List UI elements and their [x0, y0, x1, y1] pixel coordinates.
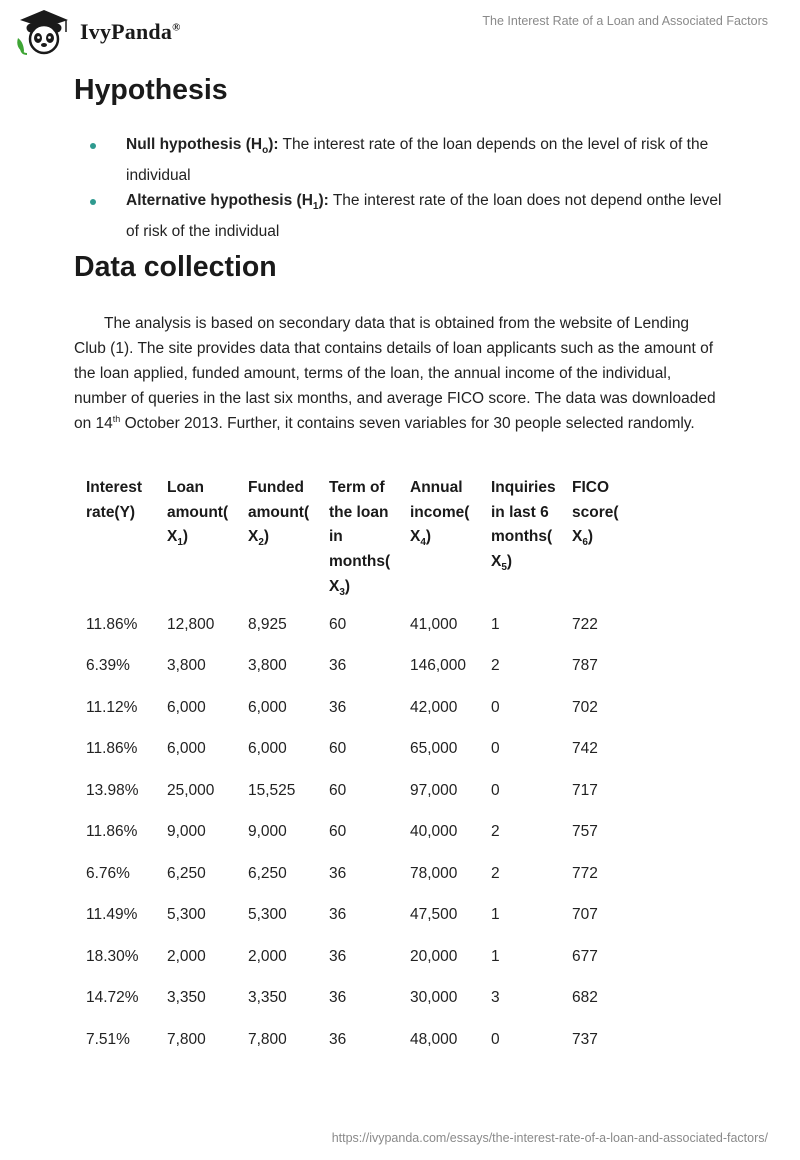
table-cell: 36: [329, 906, 347, 924]
table-row: [74, 1021, 641, 1063]
table-cell: 8,925: [248, 615, 287, 633]
table-cell: 41,000: [410, 615, 458, 633]
hypothesis-label: Alternative hypothesis $(H_1)$:: [126, 192, 329, 213]
table-cell: 2,000: [167, 947, 206, 965]
table-cell: 36: [329, 698, 347, 716]
table-row: [74, 772, 641, 814]
table-cell: 42,000: [410, 698, 458, 716]
data-collection-paragraph: The analysis is based on secondary data that is obtained from the website of Lending Club (1). The site provides data that contains details of loan applicants such as the amount of the loan applied, funded amount, terms of the loan, the annual income of the individual, number of queries in the last six months, and average FICO score. The data was downloaded on 14th October 2013. Further, it contains seven variables for 30 people selected randomly.: [74, 315, 716, 432]
column-header: FICO score( $X_6$): [572, 479, 619, 549]
table-cell: 30,000: [410, 989, 458, 1007]
table-cell: 11.86%: [86, 823, 138, 841]
table-row: [74, 813, 641, 855]
footer-url[interactable]: https://ivypanda.com/essays/the-interest-rate-of-a-loan-and-associated-factors/: [331, 1131, 768, 1145]
table-cell: 47,500: [410, 906, 458, 924]
table-cell: 6,000: [167, 740, 206, 758]
column-header: Annual income( $X_4$): [410, 479, 470, 549]
table-cell: 7,800: [248, 1030, 287, 1048]
table-cell: 60: [329, 823, 347, 841]
table-cell: 702: [572, 698, 598, 716]
column-header: Inquiries in last 6 months( $X_5$): [491, 479, 556, 574]
table-cell: 757: [572, 823, 598, 841]
table-cell: 48,000: [410, 1030, 458, 1048]
table-cell: 717: [572, 781, 598, 799]
table-cell: 742: [572, 740, 598, 758]
table-cell: 12,800: [167, 615, 215, 633]
table-cell: 36: [329, 864, 347, 882]
table-cell: 3,800: [167, 657, 206, 675]
table-cell: 3,800: [248, 657, 287, 675]
bullet-dot-icon: [90, 143, 96, 149]
table-cell: 722: [572, 615, 598, 633]
table-cell: 0: [491, 1030, 500, 1048]
table-cell: 2: [491, 657, 500, 675]
column-header: Interest rate(Y): [86, 479, 142, 521]
table-cell: 11.86%: [86, 615, 138, 633]
table-cell: 11.12%: [86, 698, 138, 716]
table-cell: 3: [491, 989, 500, 1007]
table-cell: 6,000: [167, 698, 206, 716]
table-cell: 18.30%: [86, 947, 139, 965]
table-cell: 6,250: [167, 864, 206, 882]
table-cell: 1: [491, 615, 500, 633]
panda-graduate-icon: [14, 8, 76, 56]
table-cell: 2: [491, 864, 500, 882]
list-item: [74, 188, 734, 244]
list-item: [74, 132, 734, 188]
hypothesis-heading: Hypothesis: [74, 74, 228, 106]
table-cell: 0: [491, 698, 500, 716]
table-cell: 2,000: [248, 947, 287, 965]
table-row: [74, 855, 641, 897]
table-cell: 787: [572, 657, 598, 675]
document-title: The Interest Rate of a Loan and Associated Factors: [482, 14, 768, 28]
table-row: [74, 647, 641, 689]
table-cell: 6,250: [248, 864, 287, 882]
table-cell: 60: [329, 781, 347, 799]
table-cell: 13.98%: [86, 781, 139, 799]
table-cell: 97,000: [410, 781, 458, 799]
table-cell: 5,300: [167, 906, 206, 924]
table-cell: 9,000: [248, 823, 287, 841]
table-cell: 36: [329, 989, 347, 1007]
table-cell: 146,000: [410, 657, 467, 675]
table-cell: 11.86%: [86, 740, 138, 758]
table-cell: 78,000: [410, 864, 458, 882]
column-header: Loan amount( $X_1$): [167, 479, 229, 549]
brand-logo[interactable]: [14, 8, 181, 56]
table-row: [74, 938, 641, 980]
table-row: [74, 979, 641, 1021]
table-cell: 772: [572, 864, 598, 882]
bullet-dot-icon: [90, 199, 96, 205]
data-collection-heading: Data collection: [74, 251, 277, 283]
table-cell: 3,350: [167, 989, 206, 1007]
table-header-row: [74, 470, 641, 606]
table-cell: 6.39%: [86, 657, 130, 675]
table-cell: 2: [491, 823, 500, 841]
table-cell: 60: [329, 740, 347, 758]
table-cell: 0: [491, 781, 500, 799]
table-cell: 20,000: [410, 947, 458, 965]
table-cell: 9,000: [167, 823, 206, 841]
hypothesis-text: The interest rate of the loan depends on the level of risk of the individual: [126, 136, 709, 185]
table-cell: 1: [491, 947, 500, 965]
table-cell: 36: [329, 657, 347, 675]
table-cell: 40,000: [410, 823, 458, 841]
table-cell: 3,350: [248, 989, 287, 1007]
table-cell: 707: [572, 906, 598, 924]
table-cell: 36: [329, 1030, 347, 1048]
table-cell: 0: [491, 740, 500, 758]
table-cell: 1: [491, 906, 500, 924]
table-cell: 65,000: [410, 740, 458, 758]
table-cell: 682: [572, 989, 598, 1007]
table-cell: 25,000: [167, 781, 215, 799]
table-cell: 11.49%: [86, 906, 138, 924]
table-row: [74, 606, 641, 648]
table-cell: 36: [329, 947, 347, 965]
loan-data-table: [74, 470, 641, 1062]
table-cell: 677: [572, 947, 598, 965]
hypothesis-text: The interest rate of the loan does not depend onthe level of risk of the individual: [126, 192, 722, 241]
table-cell: 6.76%: [86, 864, 130, 882]
column-header: Term of the loan in months( $X_3$): [329, 479, 391, 598]
table-cell: 5,300: [248, 906, 287, 924]
table-row: [74, 689, 641, 731]
brand-name: IvyPanda®: [80, 19, 181, 44]
table-cell: 6,000: [248, 698, 287, 716]
table-cell: 6,000: [248, 740, 287, 758]
table-cell: 14.72%: [86, 989, 139, 1007]
column-header: Funded amount( $X_2$): [248, 479, 310, 549]
table-row: [74, 896, 641, 938]
table-cell: 15,525: [248, 781, 296, 799]
hypothesis-label: Null hypothesis $(H_o)$:: [126, 136, 279, 157]
table-cell: 7.51%: [86, 1030, 130, 1048]
table-row: [74, 730, 641, 772]
table-body: [74, 606, 641, 1063]
table-cell: 60: [329, 615, 347, 633]
hypothesis-list: [74, 132, 734, 244]
table-cell: 7,800: [167, 1030, 206, 1048]
table-cell: 737: [572, 1030, 598, 1048]
